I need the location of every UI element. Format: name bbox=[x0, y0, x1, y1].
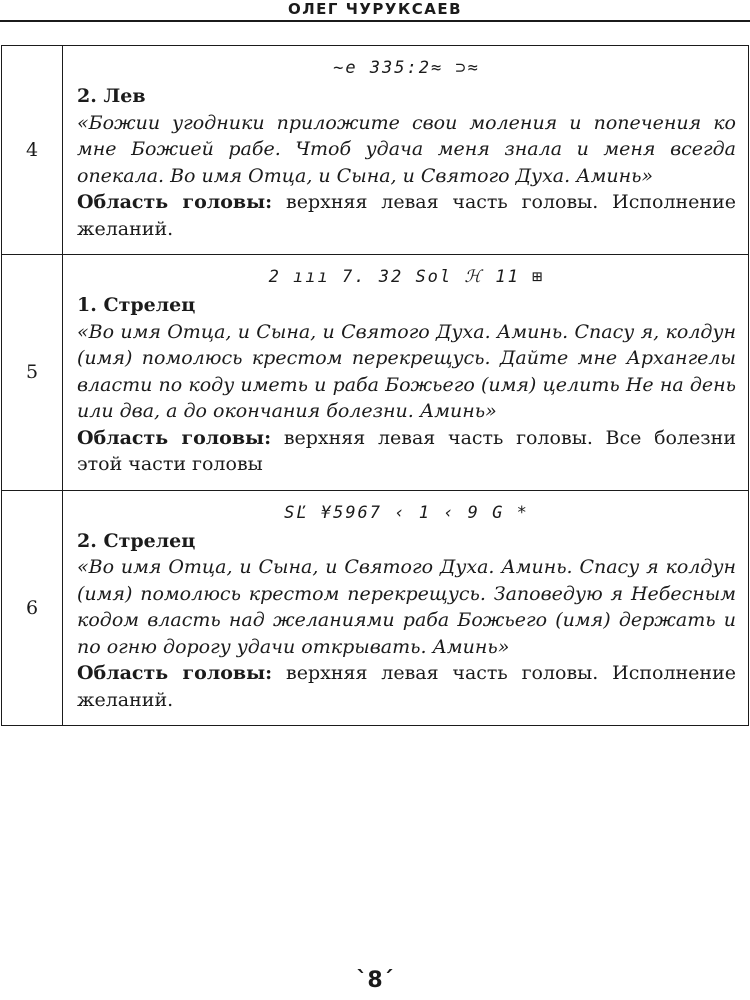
prayer-text: «Во имя Отца, и Сына, и Святого Духа. Аминь. Спасу я колдун (имя) помолюсь крестом перекрещусь. Заповедую я Небесным кодом власть над желаниями раба Божьего (имя) держать и по огню дорогу удачи открывать. Аминь» bbox=[77, 556, 736, 658]
prayer-table bbox=[1, 45, 749, 726]
row-title: 2. Лев bbox=[77, 85, 146, 107]
handwritten-code: 2 ııı 7. 32 Sol ℋ 11 ⊞ bbox=[268, 267, 545, 287]
running-head: ОЛЕГ ЧУРУКСАЕВ bbox=[287, 0, 463, 18]
prayer-text: «Во имя Отца, и Сына, и Святого Духа. Аминь. Спасу я, колдун (имя) помолюсь крестом перекрещусь. Дайте мне Архангелы власти по коду иметь и раба Божьего (имя) целить Не на день или два, а до окончания болезни. Аминь» bbox=[77, 320, 736, 422]
head-region-text: верхняя левая часть головы. Исполнение желаний. bbox=[77, 191, 736, 240]
row-number: 4 bbox=[2, 46, 63, 255]
table-row bbox=[2, 255, 749, 491]
head-region-text: верхняя левая часть головы. Исполнение желаний. bbox=[77, 662, 736, 711]
head-region bbox=[77, 660, 736, 713]
page-number: `8´ bbox=[356, 968, 394, 993]
head-region-label: Область головы: bbox=[77, 662, 273, 684]
handwritten-code: ~e 335:2≈ ⊃≈ bbox=[333, 58, 480, 78]
head-region-label: Область головы: bbox=[77, 426, 272, 449]
handwritten-code: SĽ ¥5967 ‹ 1 ‹ 9 G * bbox=[284, 502, 529, 523]
table-row bbox=[2, 490, 749, 726]
head-region-label: Область головы: bbox=[77, 191, 273, 213]
row-number: 6 bbox=[2, 490, 63, 726]
row-title: 1. Стрелец bbox=[77, 294, 196, 316]
prayer-text: «Божии угодники приложите свои моления и попечения ко мне Божией рабе. Чтоб удача меня знала и меня всегда опекала. Во имя Отца, и Сына, и Святого Духа. Аминь» bbox=[77, 111, 736, 187]
row-content bbox=[63, 490, 749, 726]
header-rule bbox=[0, 20, 750, 22]
head-region bbox=[77, 425, 736, 478]
row-title: 2. Стрелец bbox=[77, 529, 196, 552]
head-region bbox=[77, 189, 736, 242]
table-row bbox=[2, 46, 749, 255]
row-content bbox=[63, 255, 749, 491]
row-number: 5 bbox=[2, 255, 63, 491]
row-content bbox=[63, 46, 749, 255]
head-region-text: верхняя левая часть головы. Все болезни этой части головы bbox=[77, 426, 736, 475]
